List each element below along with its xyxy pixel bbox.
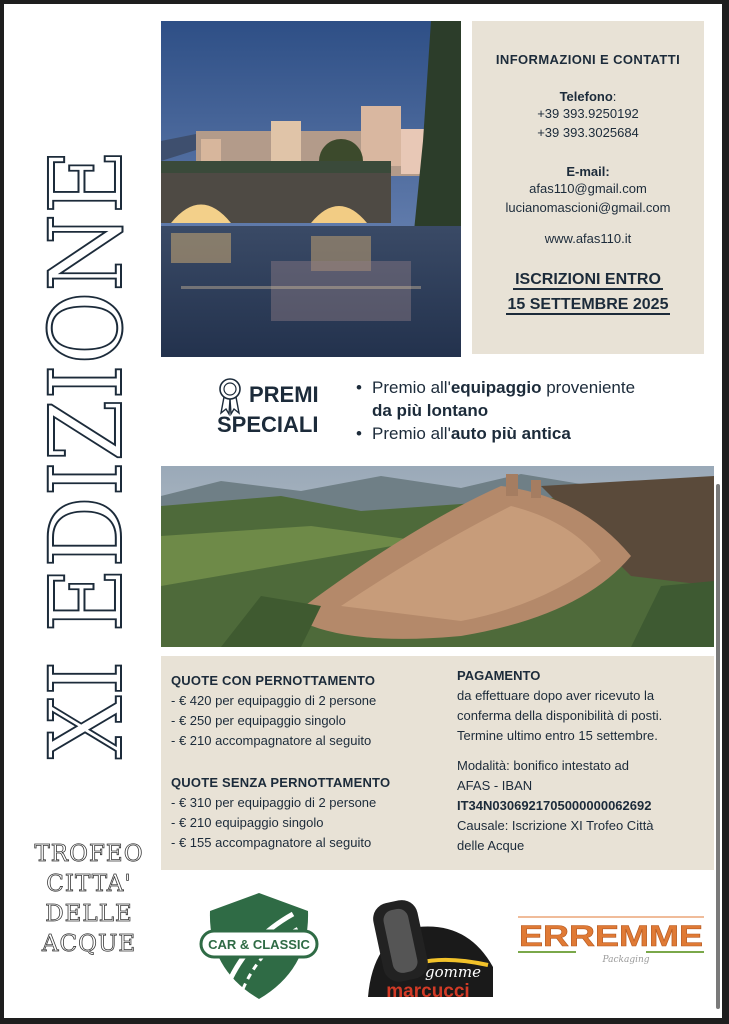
erremme-text: ERREMME	[519, 920, 703, 953]
payment-mode-line: AFAS - IBAN	[457, 778, 533, 793]
premi-list	[356, 376, 696, 445]
quote-con-item: - € 210 accompagnatore al seguito	[171, 733, 372, 748]
marcucci-text: marcucci	[386, 981, 470, 1002]
payment-mode-line: Modalità: bonifico intestato ad	[457, 758, 629, 773]
quote-senza-item: - € 310 per equipaggio di 2 persone	[171, 795, 377, 810]
edition-title	[28, 72, 145, 764]
trofeo-line: ACQUE	[41, 931, 137, 957]
payment-heading: PAGAMENTO	[457, 668, 541, 683]
causale-line: Causale: Iscrizione XI Trofeo Città	[457, 818, 654, 833]
premi-item-bold: equipaggio	[450, 378, 542, 397]
gomme-marcucci-logo	[358, 897, 498, 1002]
premi-title-line: SPECIALI	[217, 412, 319, 437]
payment-line: da effettuare dopo aver ricevuto la	[457, 688, 655, 703]
payment-line: Termine ultimo entro 15 settembre.	[457, 728, 658, 743]
email-label: E-mail:	[566, 164, 610, 179]
quote-con-item: - € 250 per equipaggio singolo	[171, 713, 346, 728]
website-link[interactable]: www.afas110.it	[544, 231, 632, 246]
poster-page	[4, 4, 722, 1018]
payment-info	[457, 666, 712, 856]
quote-payment-box	[161, 656, 714, 870]
trofeo-name	[34, 839, 144, 959]
quote-prices	[171, 671, 441, 853]
phone-label-row	[472, 89, 704, 104]
payment-line: conferma della disponibilità di posti.	[457, 708, 663, 723]
causale-line: delle Acque	[457, 838, 525, 853]
premi-speciali-title	[217, 380, 347, 440]
phone-number[interactable]: +39 393.9250192	[537, 106, 639, 121]
quote-con-heading: QUOTE CON PERNOTTAMENTO	[171, 673, 376, 688]
premi-title-line: PREMI	[249, 382, 319, 407]
bridge-river-photo	[161, 21, 461, 357]
erremme-sub-text: Packaging	[602, 955, 650, 965]
iban-code: IT34N0306921705000000062692	[457, 798, 652, 813]
edition-title-text: XI EDIZIONE	[28, 72, 145, 759]
contacts-heading: INFORMAZIONI E CONTATTI	[495, 52, 681, 67]
premi-item	[356, 422, 696, 445]
erremme-logo	[516, 912, 706, 967]
quote-senza-item: - € 210 equipaggio singolo	[171, 815, 324, 830]
premi-item-text: Premio all'	[372, 378, 451, 397]
email-address[interactable]: lucianomascioni@gmail.com	[505, 200, 671, 215]
deadline-line: 15 SETTEMBRE 2025	[507, 296, 669, 313]
quote-con-item: - € 420 per equipaggio di 2 persone	[171, 693, 377, 708]
gomme-text: gomme	[425, 963, 481, 981]
quote-senza-item: - € 155 accompagnatore al seguito	[171, 835, 372, 850]
deadline-notice	[472, 267, 704, 317]
trofeo-line: CITTA'	[46, 871, 132, 897]
premi-item-text: Premio all'	[372, 424, 451, 443]
premi-item-text: proveniente	[541, 378, 636, 397]
scrollbar[interactable]	[716, 484, 720, 1009]
phone-number[interactable]: +39 393.3025684	[537, 125, 639, 140]
contacts-box	[472, 21, 704, 354]
hill-town-photo	[161, 466, 714, 647]
car-classic-logo	[198, 889, 320, 1003]
trofeo-line: DELLE	[45, 901, 133, 927]
quote-senza-heading: QUOTE SENZA PERNOTTAMENTO	[171, 775, 391, 790]
phone-label: Telefono	[559, 89, 613, 104]
premi-item-bold: da più lontano	[372, 401, 489, 420]
deadline-line: ISCRIZIONI ENTRO	[515, 271, 661, 288]
premi-item	[356, 376, 696, 422]
phone-label-colon: :	[612, 89, 617, 104]
premi-item-bold: auto più antica	[450, 424, 571, 443]
email-address[interactable]: afas110@gmail.com	[529, 181, 647, 196]
trofeo-line: TROFEO	[34, 841, 144, 867]
car-classic-text: CAR & CLASSIC	[208, 937, 310, 952]
